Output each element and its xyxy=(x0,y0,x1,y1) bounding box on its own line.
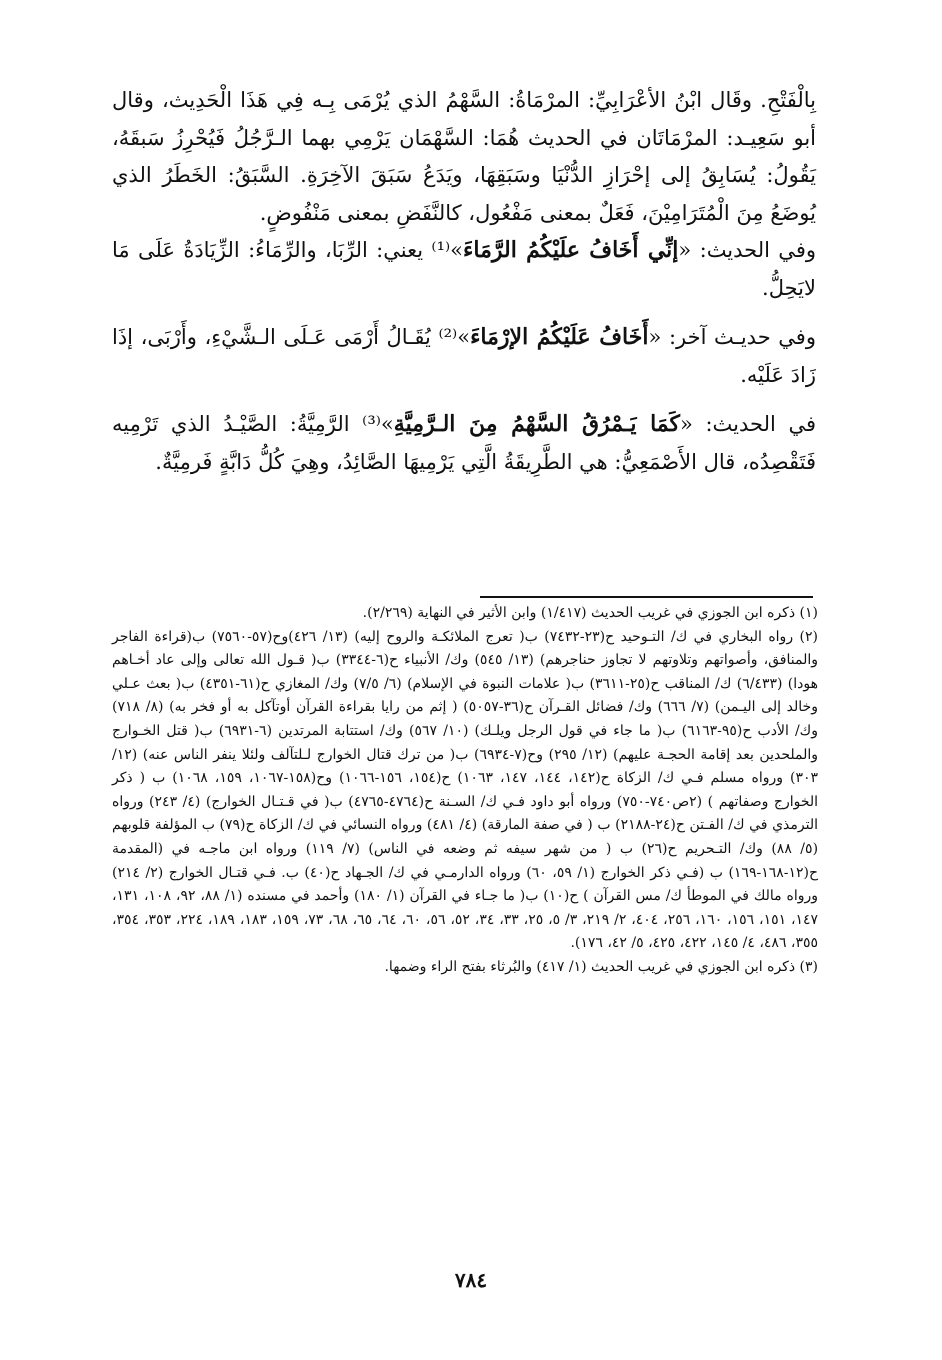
footnote-separator xyxy=(480,596,813,598)
hadith-explanation: »⁽³⁾ الرَّمِيَّةُ: الصَّيْـدُ الذي تَرْمِيه فَتَقْصِدُه، قال الأَصْمَعِيُّ: هي الطَّرِيقَةُ الَّتِي يَرْمِيهَا الصَّائِدُ، وهِيَ كُلُّ دَابَّةٍ فَرمِيَّةٌ. xyxy=(112,412,816,474)
hadith-quote: كَمَا يَـمْرُقُ السَّهْمُ مِنَ الـرَّمِيَّةِ xyxy=(393,411,680,437)
main-text xyxy=(112,82,816,481)
hadith-quote: إنِّي أَخَافُ علَيْكُمُ الرَّمَاءَ xyxy=(463,237,679,263)
hadith-explanation: »⁽²⁾ يُقَـالُ أَرْمَى عَـلَى الـشَّيْءِ، وأَرْبَى، إذَا زَادَ عَلَيْه. xyxy=(112,325,816,387)
footnote-2: (٢) رواه البخاري في ك/ التـوحيد ح(٢٣-٧٤٣٢) ب( تعرج الملائكـة والروح إليه) (١٣/ ٤٢٦)وح(٥٧-٧٥٦٠) ب(قراءة الفاجر والمنافق، وأصواتهم وتلاوتهم لا تجاوز حناجرهم) (١٣/ ٥٤٥) وك/ الأنبياء ح(٦-٣٣٤٤) ب( قـول الله تعالى وإلى عاد أخـاهم هودا) (٦/٤٣٣) ك/ المناقب ح(٢٥-٣٦١١) ب( علامات النبوة في الإسلام) (٦/ ٧/٥) وك/ المغازي ح(٦١-٤٣٥١) ب( بعث عـلي وخالد إلى اليـمن) (٧/ ٦٦٦) وك/ فضائل القـرآن ح(٣٦-٥٠٥٧) ( إثم من رايا بقراءة القرآن أوتآكل به أو فخر به) (٨/ ٧١٨) وك/ الأدب ح(٩٥-٦١٦٣) ب( ما جاء في قول الرجل ويلـك) (١٠/ ٥٦٧) وك/ استتابة المرتدين (٦-٦٩٣١) ب( قتل الخـوارج والملحدين بعد إقامة الحجـة عليهم) (١٢/ ٢٩٥) وح(٧-٦٩٣٤) ب( من ترك قتال الخوارج لـلتآلف ولئلا ينفر الناس عنه) (١٢/ ٣٠٣) ورواه مسلم فـي ك/ الزكاة ح(١٤٢، ١٤٤، ١٤٧، ١٠٦٣) ح(١٥٤، ١٥٦-١٠٦٦) وح(١٥٨-١٠٦٧، ١٥٩، ١٠٦٨) ب ( ذكر الخوارج وصفاتهم ) (٢ص٧٤٠-٧٥٠) ورواه أبو داود فـي ك/ السـنة ح(٤٧٦٤-٤٧٦٥) ب( في قـتـال الخوارج) (٤/ ٢٤٣) ورواه الترمذي في ك/ الفـتن ح(٢٤-٢١٨٨) ب ( في صفة المارقة) (٤/ ٤٨١) ورواه النسائي في ك/ الزكاة ح(٧٩) ب المؤلفة قلوبهم (٥/ ٨٨) وك/ التـحريم ح(٢٦) ب ( من شهر سيفه ثم وضعه في الناس) (٧/ ١١٩) ورواه ابن ماجـه في (المقدمة ح(١٢-١٦٨-١٦٩) ب (فـي ذكر الخوارج (١/ ٥٩، ٦٠) ورواه الدارمـي في ك/ الجـهاد ح(٤٠) ب. فـي قتـال الخوارج (٢/ ٢١٤) ورواه مالك في الموطأ ك/ مس القرآن ) ح(١٠) ب( ما جـاء في القرآن (١/ ١٨٠) وأحمد في مسنده (١/ ٨٨، ٩٢، ١٠٨، ١٣١، ١٤٧، ١٥١، ١٥٦، ١٦٠، ٢٥٦، ٤٠٤، ٢/ ٢١٩، ٣/ ٥، ٢٥، ٣٣، ٣٤، ٥٢، ٥٦، ٦٠، ٦٤، ٦٥، ٦٨، ٧٣، ١٥٩، ١٨٣، ١٨٩، ٢٢٤، ٣٥٣، ٣٥٤، ٣٥٥، ٤٨٦، ٤/ ١٤٥، ٤٢٢، ٤٢٥، ٥/ ٤٢، ١٧٦). xyxy=(112,628,819,952)
paragraph-irma xyxy=(112,319,816,394)
hadith-intro: وفي حديـث آخر: « xyxy=(648,325,816,349)
paragraph-marmat-text: بِالْفَتْحِ. وقَال ابْنُ الأعْرَابِيِّ: المرْمَاةُ: السَّهْمُ الذي يُرْمَى بِـه فِي هَذَا الْحَدِيث، وقال أبو سَعِيـد: المرْمَاتَان في الحديث هُمَا: السَّهْمَان يَرْمِي بهما الـرَّجُلُ فَيُحْرِزُ سَبقَهُ، يَقُولُ: يُسَابِقُ إلى إحْرَازِ الدُّنْيَا وسَبَقِهَا، ويَدَعُ سَبَقَ الآخِرَةِ. السَّبَقُ: الخَطَرُ الذي يُوضَعُ مِنَ الْمُتَرَامِيْنَ، فَعَلٌ بمعنى مَفْعُول، كالنَّفَضِ بمعنى مَنْفُوضٍ. xyxy=(112,88,816,225)
hadith-explanation: »⁽¹⁾ يعني: الرِّبَا، والرِّمَاءُ: الزِّيَادَةُ عَلَى مَا لايَحِلُّ. xyxy=(112,238,816,300)
page-number: ٧٨٤ xyxy=(454,1268,488,1292)
footnote-1: (١) ذكره ابن الجوزي في غريب الحديث (١/٤١٧) وابن الأثير في النهاية (٢/٢٦٩). xyxy=(362,605,818,621)
paragraph-marmat xyxy=(112,82,816,232)
hadith-quote: أَخَافُ عَلَيْكُمُ الإرْمَاءَ xyxy=(470,324,649,350)
footnotes xyxy=(112,602,818,980)
footnote-3: (٣) ذكره ابن الجوزي في غريب الحديث (١/ ٤١٧) والبُرثاء بفتح الراء وضمها. xyxy=(384,958,818,975)
paragraph-ramiyya xyxy=(112,406,816,481)
hadith-intro: وفي الحديث: « xyxy=(678,238,816,262)
paragraph-rama xyxy=(112,232,816,307)
hadith-intro: في الحديث: « xyxy=(680,412,816,436)
